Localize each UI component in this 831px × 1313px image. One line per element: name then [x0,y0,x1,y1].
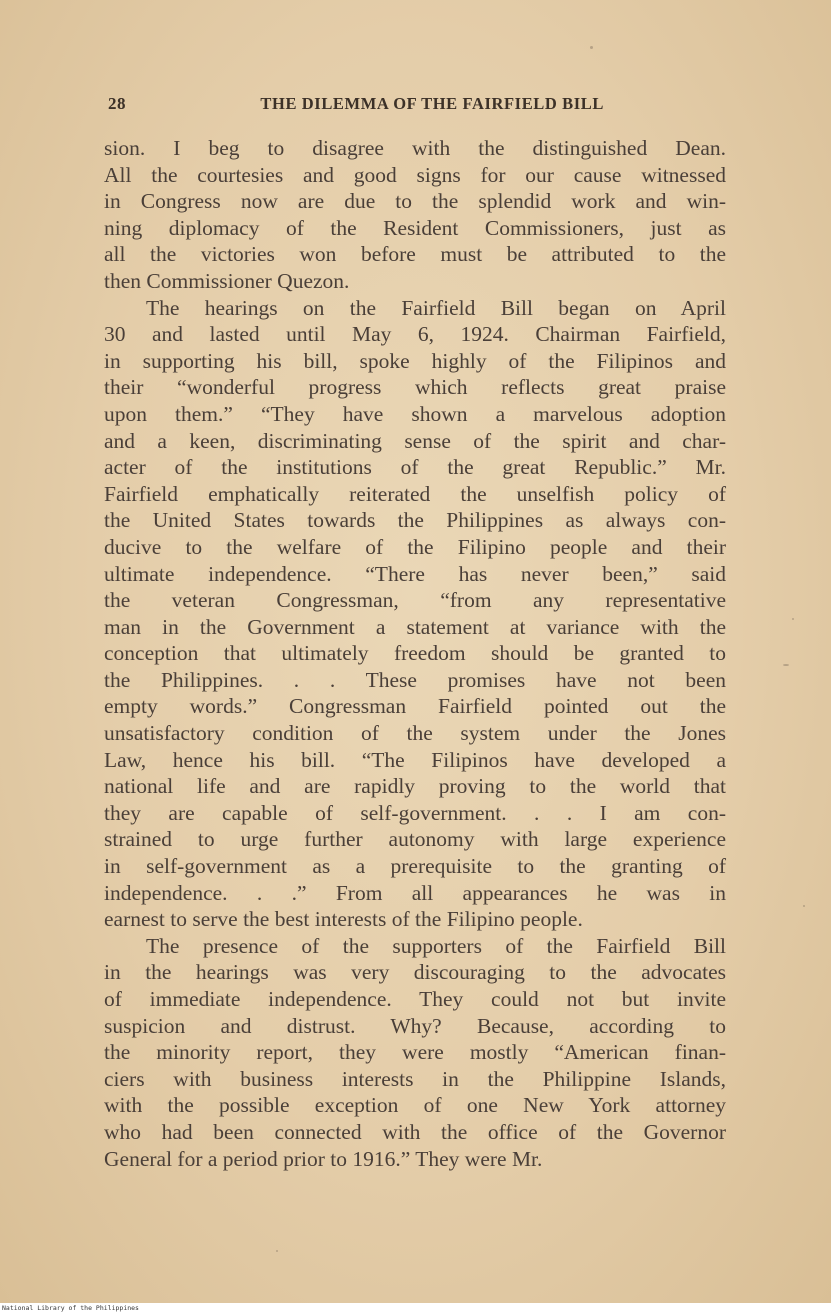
running-head: THE DILEMMA OF THE FAIRFIELD BILL [260,94,604,113]
footer-credit: National Library of the Philippines [2,1304,139,1312]
text-line: empty words.” Congressman Fairfield pointed out the [104,694,726,719]
text-line: the Philippines. . . These promises have not been [104,667,726,692]
paper-speck [590,46,593,49]
text-line: All the courtesies and good signs for our cause witnessed [104,162,726,187]
text-line: ciers with business interests in the Philippine Islands, [104,1066,726,1091]
text-line: the United States towards the Philippines as always con- [104,508,726,533]
text-line: they are capable of self-government. . . I am con- [104,800,726,825]
text-line: strained to urge further autonomy with large experience [104,827,726,852]
text-line: earnest to serve the best interests of the Filipino people. [104,907,583,932]
text-line: and a keen, discriminating sense of the spirit and char- [104,428,726,453]
text-line: unsatisfactory condition of the system under the Jones [104,721,726,746]
text-line: General for a period prior to 1916.” They were Mr. [104,1146,543,1171]
paper-speck [783,664,789,666]
text-line: 30 and lasted until May 6, 1924. Chairman Fairfield, [104,322,726,347]
text-line: suspicion and distrust. Why? Because, according to [104,1013,726,1038]
body-text [104,135,726,1172]
text-line: the veteran Congressman, “from any representative [104,588,726,613]
text-line: in supporting his bill, spoke highly of the Filipinos and [104,348,726,373]
text-line: of immediate independence. They could not but invite [104,987,726,1011]
text-line: Fairfield emphatically reiterated the unselfish policy of [104,481,726,506]
text-line: independence. . .” From all appearances he was in [104,880,726,905]
page-header [108,94,604,118]
text-line: ducive to the welfare of the Filipino people and their [104,534,726,559]
text-line: the minority report, they were mostly “American finan- [104,1040,726,1065]
paper-speck [276,1250,278,1252]
paper-speck [792,618,794,620]
text-line: man in the Government a statement at variance with the [104,614,726,639]
paragraph [104,295,726,933]
text-line: national life and are rapidly proving to the world that [104,774,726,799]
text-line: in the hearings was very discouraging to the advocates [104,960,726,985]
text-line: conception that ultimately freedom should be granted to [104,641,726,666]
text-line: upon them.” “They have shown a marvelous adoption [104,401,726,426]
text-line: ultimate independence. “There has never been,” said [104,561,726,586]
text-line: then Commissioner Quezon. [104,268,350,293]
paper-speck [803,905,805,907]
paragraph [104,135,726,295]
text-line: with the possible exception of one New York attorney [104,1093,726,1118]
text-line: acter of the institutions of the great Republic.” Mr. [104,455,726,480]
text-line: The presence of the supporters of the Fairfield Bill [146,933,726,958]
text-line: their “wonderful progress which reflects great praise [104,375,726,400]
paragraph [104,933,726,1172]
page-number: 28 [108,94,126,113]
text-line: who had been connected with the office of the Governor [104,1119,726,1144]
text-line: sion. I beg to disagree with the distinguished Dean. [104,136,726,160]
text-line: in self-government as a prerequisite to the granting of [104,854,726,879]
text-line: in Congress now are due to the splendid work and win- [104,189,726,214]
text-line: The hearings on the Fairfield Bill began on April [146,295,726,320]
text-line: Law, hence his bill. “The Filipinos have developed a [104,747,726,772]
text-line: all the victories won before must be attributed to the [104,242,726,267]
text-line: ning diplomacy of the Resident Commissioners, just as [104,215,726,240]
